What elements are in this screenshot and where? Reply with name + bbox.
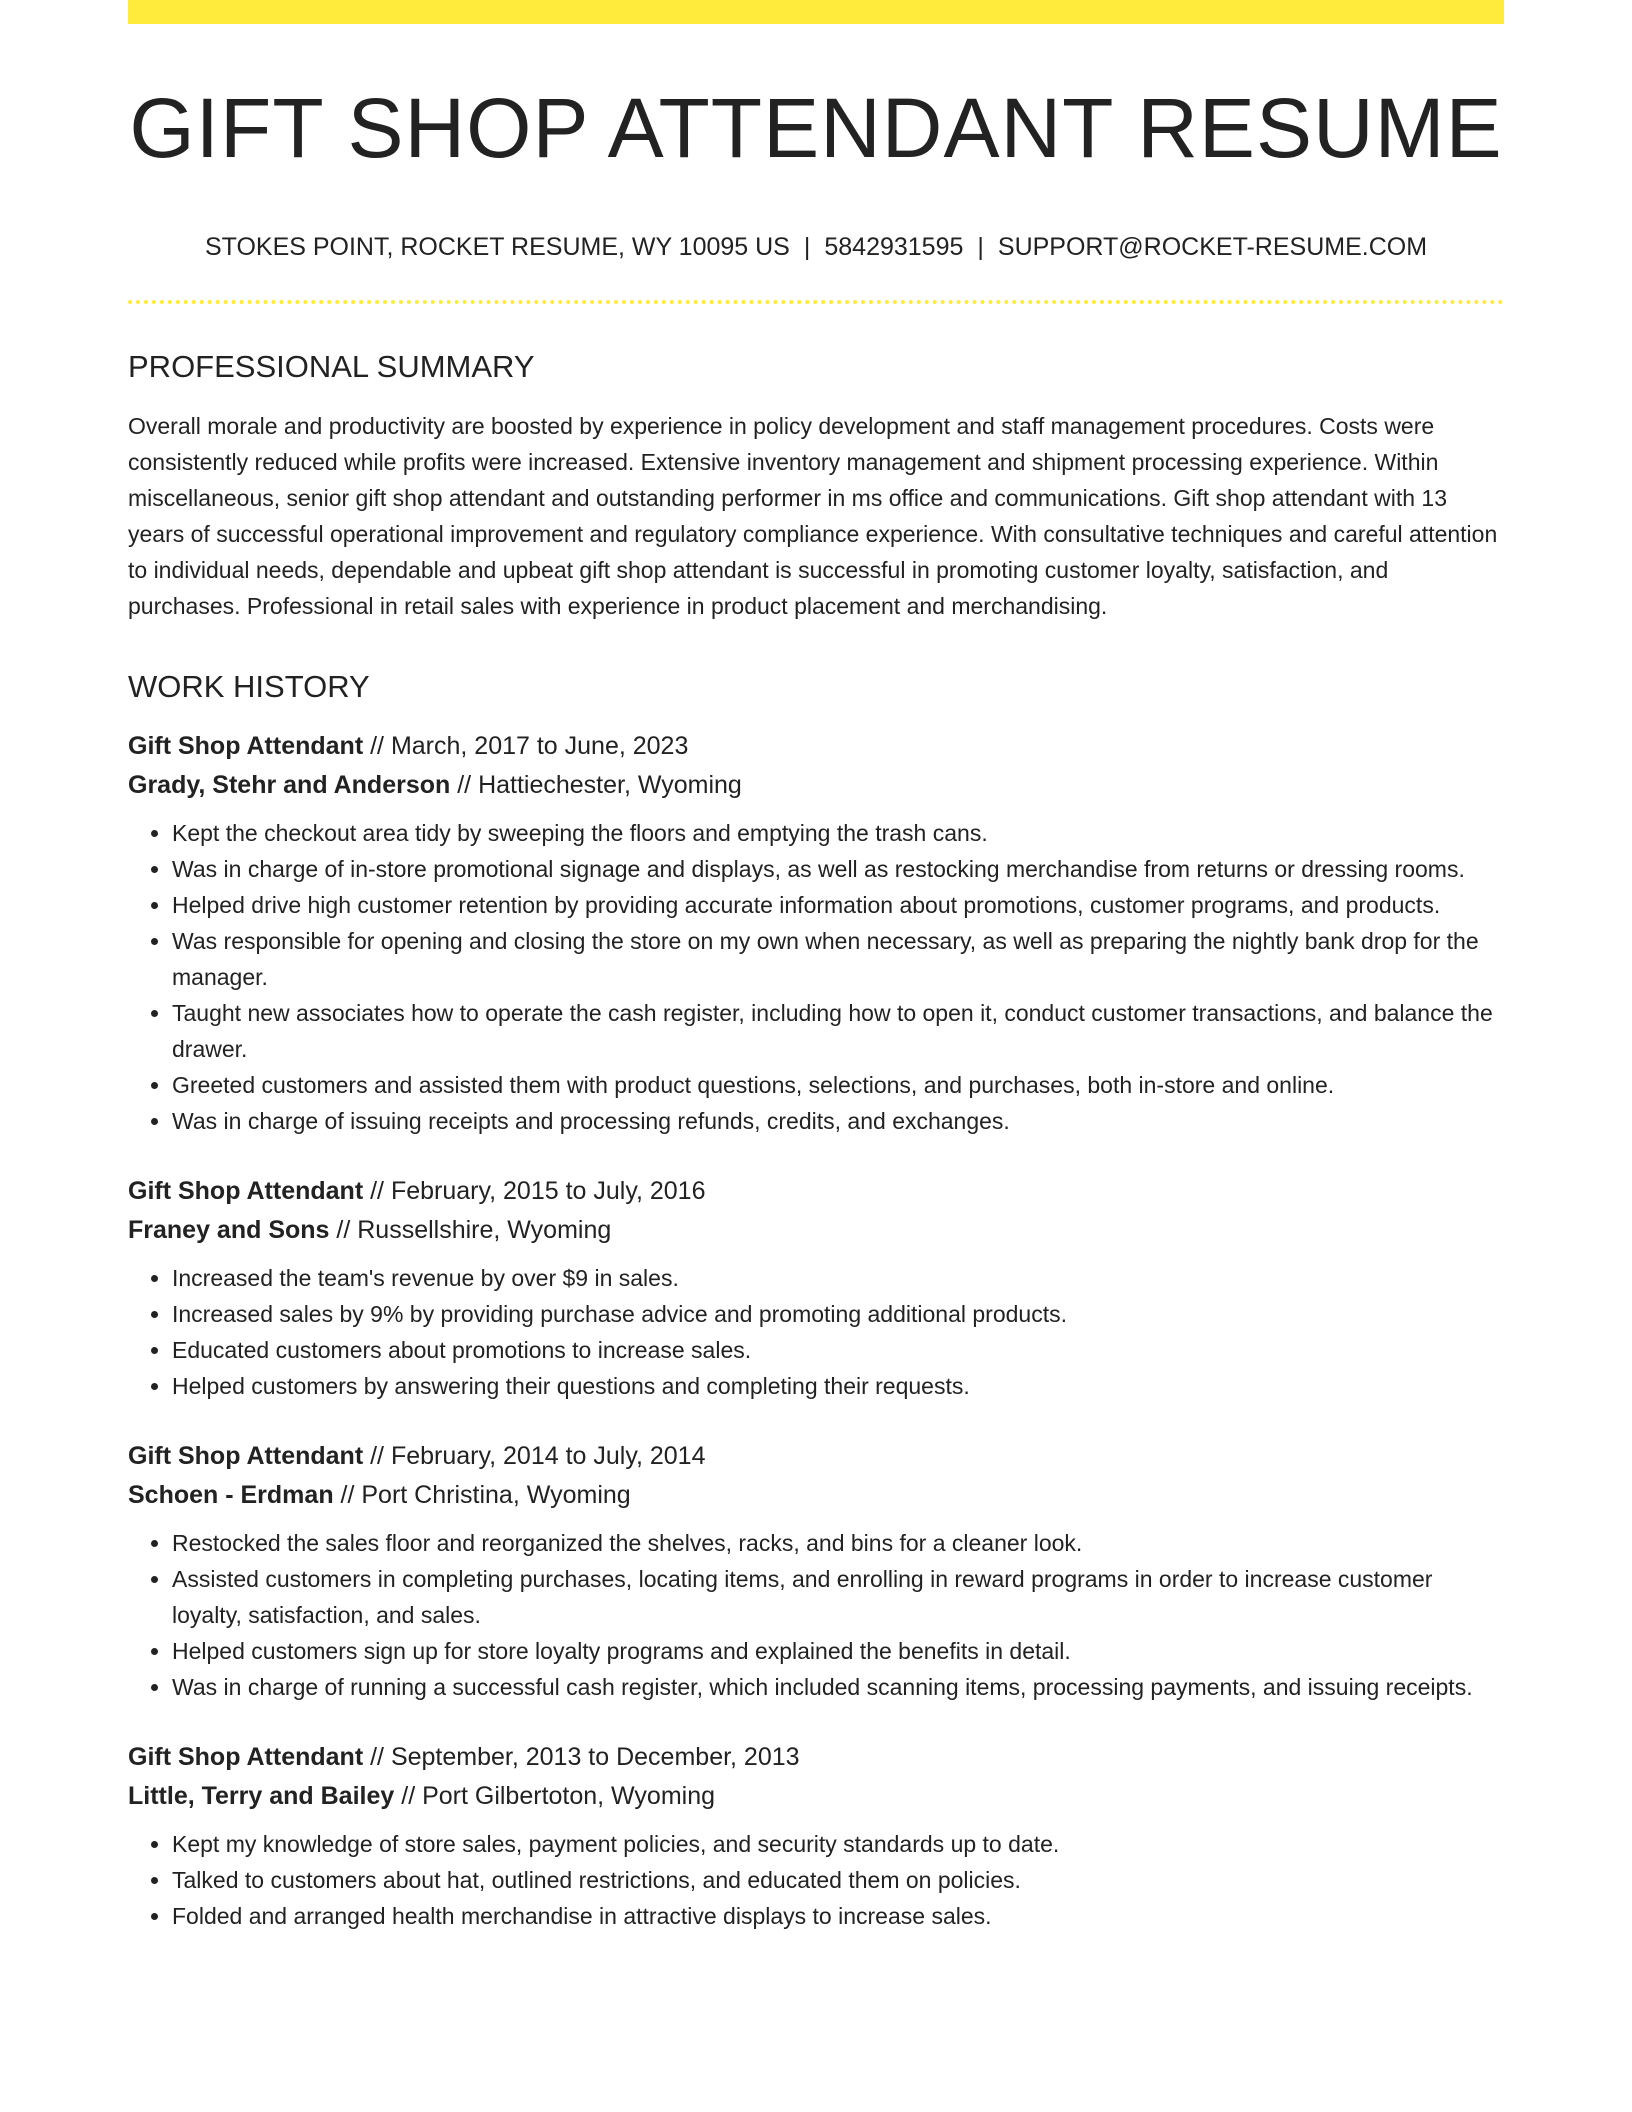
job-bullet: • Assisted customers in completing purchases, locating items, and enrolling in reward programs in order to increase customer loyalty, satisfaction, and sales. (172, 1561, 1504, 1633)
job-company: Grady, Stehr and Anderson (128, 770, 451, 799)
contact-address: STOKES POINT, ROCKET RESUME, WY 10095 US (204, 233, 790, 262)
job-company: Little, Terry and Bailey (128, 1781, 395, 1810)
job-bullet: • Helped customers by answering their questions and completing their requests. (172, 1368, 1504, 1404)
job-title-line (128, 727, 1504, 766)
job-company-line (128, 1476, 1504, 1515)
dotted-divider (128, 300, 1504, 304)
job-bullet: • Was in charge of issuing receipts and processing refunds, credits, and exchanges. (172, 1103, 1504, 1139)
job-title-line (128, 1437, 1504, 1476)
job-bullet: • Kept my knowledge of store sales, payment policies, and security standards up to date. (172, 1826, 1504, 1862)
job-bullet: • Was in charge of in-store promotional signage and displays, as well as restocking merchandise from returns or dressing rooms. (172, 851, 1504, 887)
job-bullet: • Talked to customers about hat, outlined restrictions, and educated them on policies. (172, 1862, 1504, 1898)
job-bullet: • Helped customers sign up for store loyalty programs and explained the benefits in detail. (172, 1633, 1504, 1669)
job-dates: // February, 2015 to July, 2016 (363, 1176, 706, 1205)
job-title: Gift Shop Attendant (128, 1441, 364, 1470)
job-entry (128, 1437, 1504, 1705)
job-bullet: • Increased sales by 9% by providing purchase advice and promoting additional products. (172, 1296, 1504, 1332)
job-company-line (128, 766, 1504, 805)
job-location: // Port Gilbertoton, Wyoming (394, 1781, 716, 1810)
job-bullet: • Taught new associates how to operate the cash register, including how to open it, conduct customer transactions, and balance the drawer. (172, 995, 1504, 1067)
job-company: Franey and Sons (128, 1215, 330, 1244)
contact-line (128, 232, 1504, 262)
top-accent-bar (128, 0, 1504, 24)
work-history-heading: WORK HISTORY (128, 668, 370, 704)
job-entry (128, 1738, 1504, 1934)
contact-separator: | (977, 233, 984, 262)
job-location: // Port Christina, Wyoming (333, 1480, 631, 1509)
summary-text: Overall morale and productivity are boosted by experience in policy development and staff management procedures. Costs were consistently reduced while profits were increased. Extensive inventory management and shipment processing experience. Within miscellaneous, senior gift shop attendant and outstanding performer in ms office and communications. Gift shop attendant with 13 years of successful operational improvement and regulatory compliance experience. With consultative techniques and careful attention to individual needs, dependable and upbeat gift shop attendant is successful in promoting customer loyalty, satisfaction, and purchases. Professional in retail sales with experience in product placement and merchandising. (128, 412, 1498, 619)
job-dates: // March, 2017 to June, 2023 (363, 731, 689, 760)
job-title: Gift Shop Attendant (128, 1742, 364, 1771)
job-title-line (128, 1172, 1504, 1211)
job-bullet: • Kept the checkout area tidy by sweeping the floors and emptying the trash cans. (172, 815, 1504, 851)
job-title: Gift Shop Attendant (128, 1176, 364, 1205)
job-bullets (128, 1826, 1504, 1934)
job-title-line (128, 1738, 1504, 1777)
job-company: Schoen - Erdman (128, 1480, 334, 1509)
job-location: // Hattiechester, Wyoming (450, 770, 742, 799)
contact-phone: 5842931595 (824, 233, 964, 262)
job-dates: // February, 2014 to July, 2014 (363, 1441, 706, 1470)
resume-page (128, 0, 1504, 1934)
job-company-line (128, 1777, 1504, 1816)
job-location: // Russellshire, Wyoming (329, 1215, 612, 1244)
job-bullet: • Was responsible for opening and closing the store on my own when necessary, as well as preparing the nightly bank drop for the manager. (172, 923, 1504, 995)
contact-email: SUPPORT@ROCKET-RESUME.COM (997, 233, 1428, 262)
job-bullet: • Was in charge of running a successful cash register, which included scanning items, processing payments, and issuing receipts. (172, 1669, 1504, 1705)
resume-title: GIFT SHOP ATTENDANT RESUME (129, 81, 1503, 175)
job-bullet: • Greeted customers and assisted them with product questions, selections, and purchases, both in-store and online. (172, 1067, 1504, 1103)
job-bullet: • Restocked the sales floor and reorganized the shelves, racks, and bins for a cleaner look. (172, 1525, 1504, 1561)
job-dates: // September, 2013 to December, 2013 (363, 1742, 800, 1771)
job-bullet: • Educated customers about promotions to increase sales. (172, 1332, 1504, 1368)
job-bullets (128, 815, 1504, 1139)
job-entry (128, 727, 1504, 1139)
summary-heading: PROFESSIONAL SUMMARY (128, 349, 535, 385)
job-bullets (128, 1525, 1504, 1705)
contact-separator: | (803, 233, 811, 262)
job-bullet: • Increased the team's revenue by over $9 in sales. (172, 1260, 1504, 1296)
job-entry (128, 1172, 1504, 1404)
job-bullets (128, 1260, 1504, 1404)
job-bullet: • Helped drive high customer retention by providing accurate information about promotions, customer programs, and products. (172, 887, 1504, 923)
work-history-list (128, 727, 1504, 1934)
job-title: Gift Shop Attendant (128, 731, 364, 760)
job-company-line (128, 1211, 1504, 1250)
job-bullet: • Folded and arranged health merchandise in attractive displays to increase sales. (172, 1898, 1504, 1934)
